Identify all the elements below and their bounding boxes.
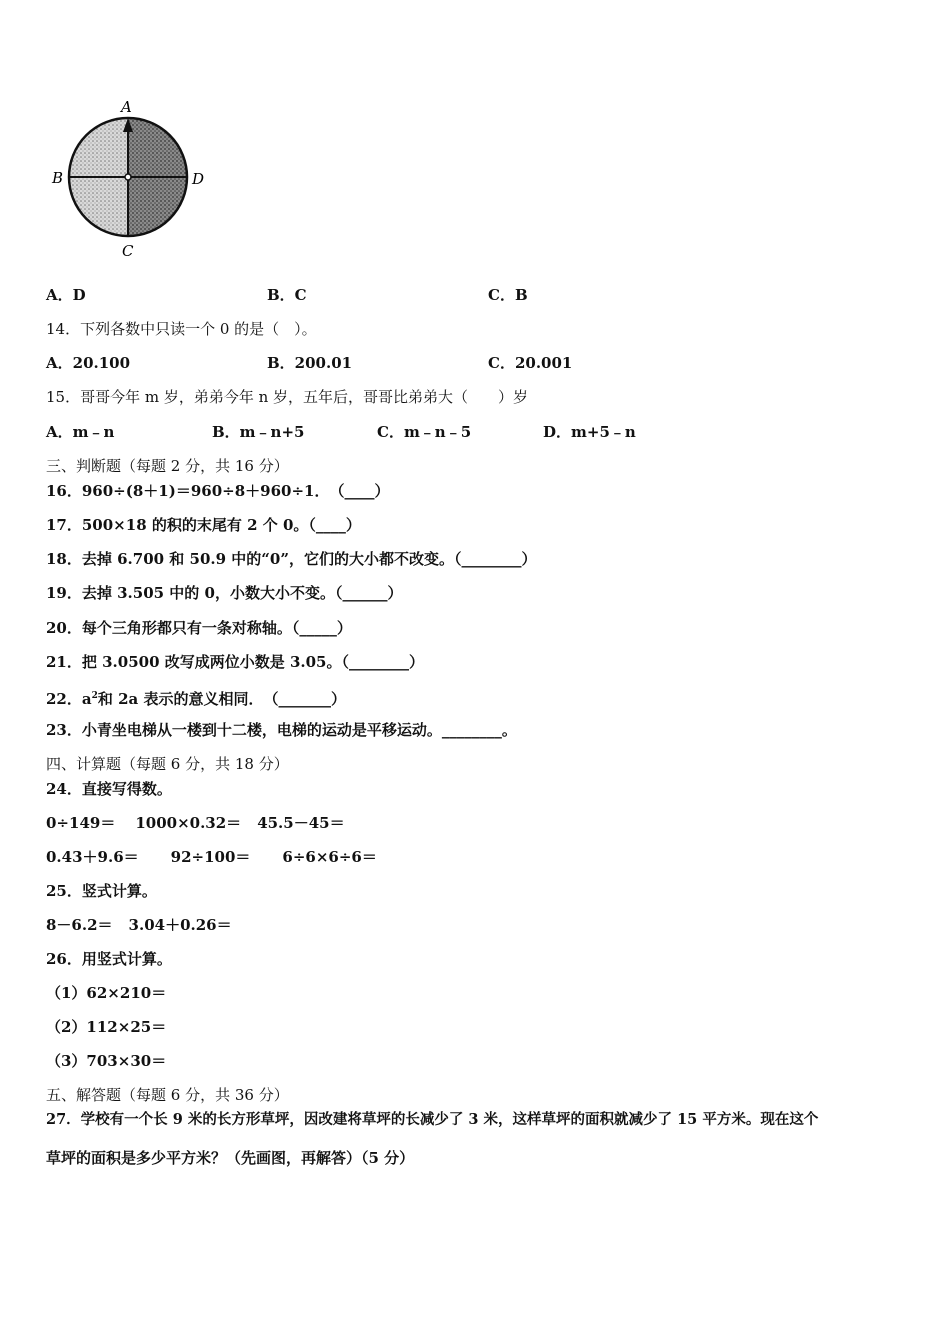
q24-item: 92÷100＝: [170, 848, 251, 866]
center-point: [125, 174, 131, 180]
q24-row-1: [46, 813, 345, 833]
q24-row-2: [46, 847, 377, 867]
q22-prefix: 22．a: [46, 690, 92, 708]
q25-item: 8－6.2＝: [46, 916, 113, 934]
q24-text: 24．直接写得数。: [46, 780, 172, 798]
q26-item-2: （2）112×25＝: [46, 1018, 167, 1036]
q24-item: 45.5－45＝: [257, 814, 345, 832]
q14-option-a: A．20.100: [46, 354, 131, 372]
q24-item: 6÷6×6÷6＝: [282, 848, 377, 866]
section-5-heading: 五、解答题（每题 6 分，共 36 分）: [46, 1086, 289, 1104]
q25-item: 3.04＋0.26＝: [128, 916, 232, 934]
q15-option-c: C．m﹣n﹣5: [377, 423, 472, 441]
q26-item-1: （1）62×210＝: [46, 984, 167, 1002]
q15-text: 15．哥哥今年 m 岁，弟弟今年 n 岁，五年后，哥哥比弟弟大（ ）岁: [46, 388, 529, 406]
q24-item: 0.43＋9.6＝: [46, 848, 139, 866]
section-4-heading: 四、计算题（每题 6 分，共 18 分）: [46, 755, 289, 773]
q22-superscript: 2: [91, 691, 98, 701]
q15-option-a: A．m﹣n: [46, 423, 115, 441]
label-d: D: [192, 170, 205, 188]
q21-text: 21．把 3.0500 改写成两位小数是 3.05。（________）: [46, 653, 424, 671]
q20-text: 20．每个三角形都只有一条对称轴。（_____）: [46, 619, 352, 637]
q25-text: 25．竖式计算。: [46, 882, 157, 900]
q24-item: 1000×0.32＝: [135, 814, 242, 832]
q22-text: [46, 686, 346, 709]
q18-text: 18．去掉 6.700 和 50.9 中的“0”，它们的大小都不改变。（________）: [46, 550, 537, 568]
q15-option-b: B．m﹣n+5: [212, 423, 305, 441]
section-3-heading: 三、判断题（每题 2 分，共 16 分）: [46, 457, 289, 475]
label-b: B: [52, 169, 64, 187]
q23-text: 23．小青坐电梯从一楼到十二楼，电梯的运动是平移运动。________。: [46, 721, 517, 739]
q14-option-b: B．200.01: [267, 354, 353, 372]
q27-line-1: 27．学校有一个长 9 米的长方形草坪，因改建将草坪的长减少了 3 米，这样草坪的面积就减少了 15 平方米。现在这个: [46, 1111, 819, 1128]
q19-text: 19．去掉 3.505 中的 0，小数大小不变。（______）: [46, 584, 403, 602]
q13-option-b: B．C: [267, 286, 307, 304]
q14-option-c: C．20.001: [488, 354, 573, 372]
circle-figure: [48, 96, 218, 261]
q14-text: 14．下列各数中只读一个 0 的是（ ）。: [46, 320, 317, 338]
q17-text: 17．500×18 的积的末尾有 2 个 0。（____）: [46, 516, 361, 534]
q13-option-c: C．B: [488, 286, 528, 304]
q25-items: [46, 915, 232, 935]
q22-suffix: 和 2a 表示的意义相同． （_______）: [97, 690, 346, 708]
q27-line-2: 草坪的面积是多少平方米？（先画图，再解答）（5 分）: [46, 1149, 415, 1167]
q26-item-3: （3）703×30＝: [46, 1052, 167, 1070]
q24-item: 0÷149＝: [46, 814, 116, 832]
q26-text: 26．用竖式计算。: [46, 950, 172, 968]
q13-option-a: A．D: [46, 286, 86, 304]
label-a: A: [121, 98, 132, 116]
q15-option-d: D．m+5﹣n: [543, 423, 636, 441]
q16-text: 16．960÷(8＋1)＝960÷8＋960÷1． （____）: [46, 482, 390, 500]
label-c: C: [122, 242, 134, 260]
